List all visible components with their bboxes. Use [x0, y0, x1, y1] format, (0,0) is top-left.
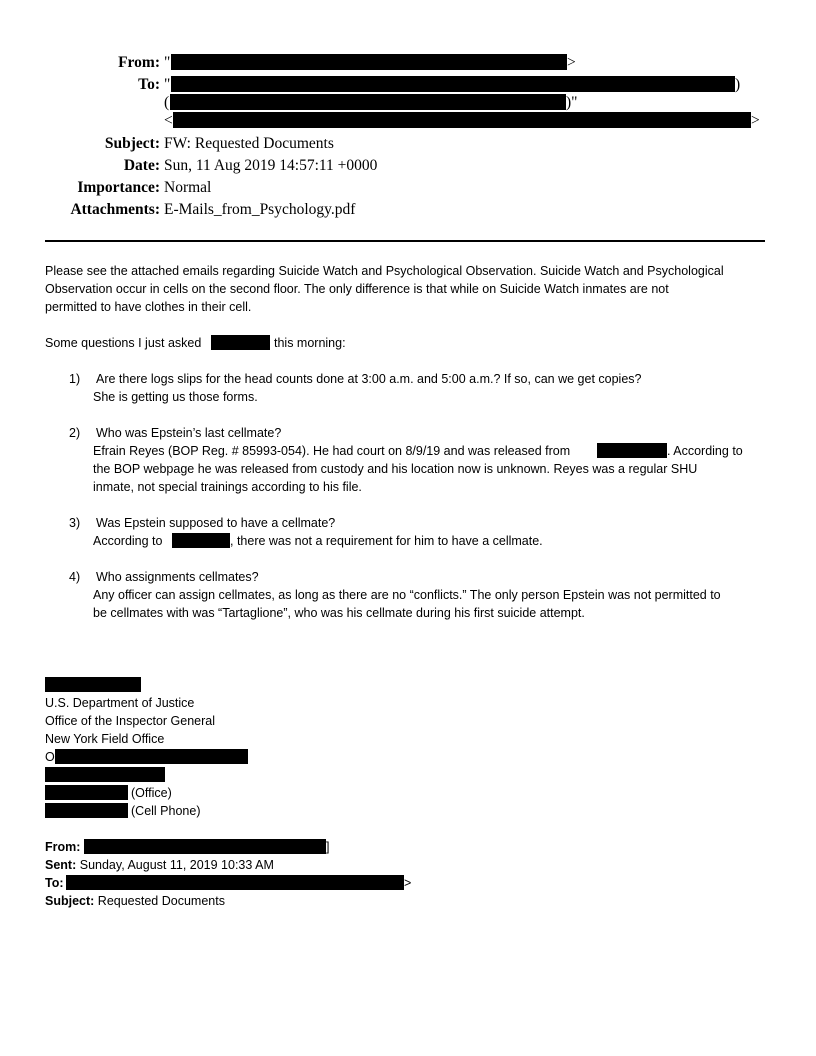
- to-open-3: <: [164, 112, 173, 129]
- header-divider: [45, 240, 765, 242]
- list-item-number: 4): [69, 570, 81, 584]
- list-item-answer: She is getting us those forms.: [93, 390, 258, 404]
- questions-intro-pre: Some questions I just asked: [45, 336, 202, 350]
- signature-office: Office of the Inspector General: [45, 714, 216, 728]
- importance-value: Normal: [164, 179, 212, 196]
- fwd-to-close: >: [404, 876, 412, 890]
- redaction-block: [172, 533, 230, 548]
- redaction-block: [170, 94, 566, 110]
- redaction-block: [66, 875, 404, 890]
- redaction-block: [45, 677, 141, 692]
- to-close-2: )": [566, 94, 578, 111]
- date-value: Sun, 11 Aug 2019 14:57:11 +0000: [164, 157, 378, 174]
- to-close-1: ): [735, 76, 741, 93]
- list-item-number: 1): [69, 372, 81, 386]
- intro-line: Observation occur in cells on the second floor. The only difference is that while on Suicide Watch inmates are not: [45, 282, 669, 296]
- subject-label: Subject:: [104, 135, 160, 152]
- redaction-block: [171, 54, 567, 70]
- signature-dept: U.S. Department of Justice: [45, 696, 195, 710]
- list-item-answer: , there was not a requirement for him to have a cellmate.: [230, 534, 543, 548]
- signature-phone-cell: (Cell Phone): [131, 804, 201, 818]
- list-item-answer: According to: [93, 534, 163, 548]
- to-label: To:: [138, 76, 160, 93]
- importance-label: Importance:: [77, 179, 160, 196]
- signature-office-prefix: O: [45, 750, 55, 764]
- redaction-block: [84, 839, 326, 854]
- list-item-answer: Efrain Reyes (BOP Reg. # 85993-054). He had court on 8/9/19 and was released from: [93, 444, 571, 458]
- redaction-block: [597, 443, 667, 458]
- redaction-block: [45, 785, 128, 800]
- from-open-quote: ": [164, 54, 171, 71]
- from-close: >: [567, 54, 576, 71]
- list-item-question: Who was Epstein’s last cellmate?: [96, 426, 282, 440]
- redaction-block: [45, 767, 165, 782]
- fwd-subject: Subject: Requested Documents: [45, 894, 225, 908]
- subject-value: FW: Requested Documents: [164, 135, 334, 152]
- list-item-answer: the BOP webpage he was released from custody and his location now is unknown. Reyes was a regular SHU: [93, 462, 698, 476]
- redaction-block: [171, 76, 735, 92]
- list-item-answer: inmate, not special trainings according to his file.: [93, 480, 362, 494]
- fwd-from-close: ]: [326, 840, 330, 854]
- intro-line: Please see the attached emails regarding Suicide Watch and Psychological Observation. Suicide Watch and Psychological: [45, 264, 724, 278]
- list-item-question: Was Epstein supposed to have a cellmate?: [96, 516, 336, 530]
- list-item-question: Who assignments cellmates?: [96, 570, 259, 584]
- email-header: [0, 0, 816, 230]
- list-item-answer: . According to: [667, 444, 743, 458]
- to-open-2: (: [164, 94, 170, 111]
- signature-phone-office: (Office): [131, 786, 172, 800]
- list-item-answer: Any officer can assign cellmates, as long as there are no “conflicts.” The only person Epstein was not permitted to: [93, 588, 721, 602]
- redaction-block: [45, 803, 128, 818]
- attachments-value[interactable]: E-Mails_from_Psychology.pdf: [164, 201, 356, 218]
- list-item-question: Are there logs slips for the head counts done at 3:00 a.m. and 5:00 a.m.? If so, can we get copies?: [96, 372, 642, 386]
- fwd-from-label: From:: [45, 840, 81, 854]
- from-label: From:: [118, 54, 160, 71]
- intro-line: permitted to have clothes in their cell.: [45, 300, 252, 314]
- questions-intro-post: this morning:: [274, 336, 346, 350]
- list-item-number: 3): [69, 516, 81, 530]
- redaction-block: [173, 112, 751, 128]
- list-item-number: 2): [69, 426, 81, 440]
- list-item-answer: be cellmates with was “Tartaglione”, who was his cellmate during his first suicide attempt.: [93, 606, 585, 620]
- to-open-quote: ": [164, 76, 171, 93]
- signature-field-office: New York Field Office: [45, 732, 165, 746]
- to-close-3: >: [751, 112, 760, 129]
- redaction-block: [211, 335, 270, 350]
- attachments-label: Attachments:: [70, 201, 160, 218]
- fwd-sent: Sent: Sunday, August 11, 2019 10:33 AM: [45, 858, 274, 872]
- redaction-block: [55, 749, 248, 764]
- date-label: Date:: [123, 157, 160, 174]
- fwd-to-label: To:: [45, 876, 64, 890]
